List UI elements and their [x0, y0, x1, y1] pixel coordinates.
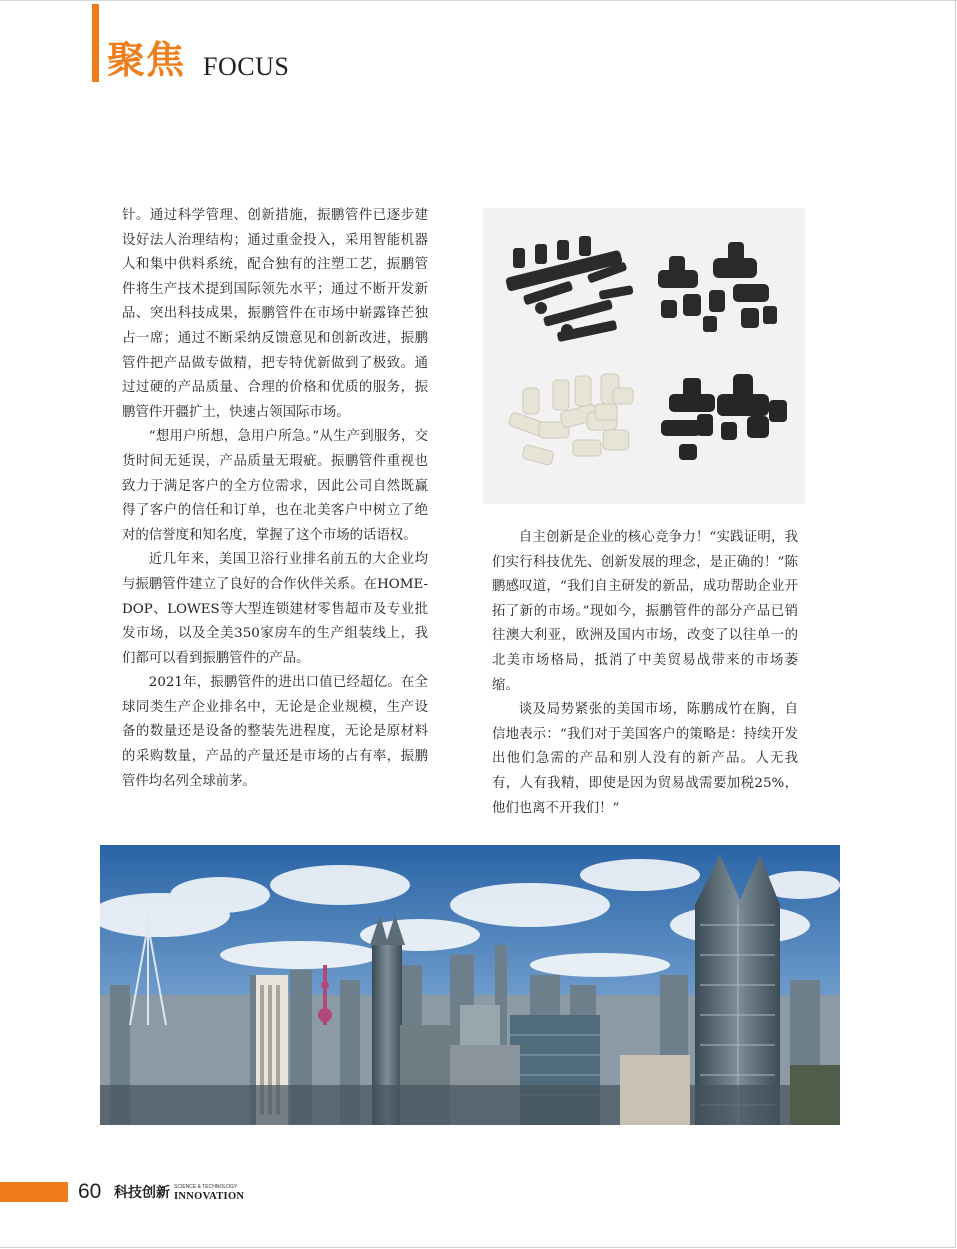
- section-title-en: FOCUS: [203, 52, 290, 81]
- magazine-tagline: SCIENCE & TECHNOLOGY: [174, 1184, 238, 1190]
- magazine-name-cn: 科技创新: [114, 1185, 170, 1201]
- article-left-column: [122, 204, 428, 794]
- paragraph: 近几年来，美国卫浴行业排名前五的大企业均与振鹏管件建立了良好的合作伙伴关系。在HOME-DOP、LOWES等大型连锁建材零售超市及专业批发市场，以及全美350家房车的生产组装线上，我们都可以看到振鹏管件的产品。: [122, 552, 428, 666]
- paragraph: 谈及局势紧张的美国市场，陈鹏成竹在胸，自信地表示：“我们对于美国客户的策略是：持续开发出他们急需的产品和别人没有的新产品。人无我有，人有我精，即使是因为贸易战需要加税25%，他们也离不开我们！”: [492, 702, 798, 816]
- magazine-name-en: INNOVATION: [174, 1191, 245, 1202]
- footer-accent-bar: [0, 1182, 68, 1202]
- top-rule: [0, 0, 957, 1]
- article-right-column: [492, 526, 798, 821]
- page-number: 60: [78, 1180, 102, 1203]
- paragraph: 2021年，振鹏管件的进出口值已经超亿。在全球同类生产企业排名中，无论是企业规模，生产设备的数量还是设备的整装先进程度，无论是原材料的采购数量，产品的产量还是市场的占有率，振鹏管件均名列全球前茅。: [122, 675, 428, 789]
- section-title-cn: 聚焦: [107, 38, 186, 82]
- pipe-fittings-photo: [483, 208, 805, 504]
- paragraph: 自主创新是企业的核心竞争力！“实践证明，我们实行科技优先、创新发展的理念，是正确的！”陈鹏感叹道，“我们自主研发的新品，成功帮助企业开拓了新的市场。”现如今，振鹏管件的部分产品已销往澳大利亚，欧洲及国内市场，改变了以往单一的北美市场格局，抵消了中美贸易战带来的市场萎缩。: [492, 530, 798, 693]
- section-accent-bar: [92, 4, 99, 82]
- paragraph: “想用户所想，急用户所急。”从生产到服务，交货时间无延误，产品质量无瑕疵。振鹏管件重视也致力于满足客户的全方位需求，因此公司自然既赢得了客户的信任和订单，也在北美客户中树立了绝对的信誉度和知名度，掌握了这个市场的话语权。: [122, 429, 428, 543]
- paragraph: 针。通过科学管理、创新措施，振鹏管件已逐步建设好法人治理结构；通过重金投入，采用智能机器人和集中供料系统，配合独有的注塑工艺，振鹏管件将生产技术提到国际领先水平；通过不断开发新品、突出科技成果，振鹏管件在市场中崭露锋芒独占一席；通过不断采纳反馈意见和创新改进，振鹏管件把产品做专做精，把专特优新做到了极致。通过过硬的产品质量、合理的价格和优质的服务，振鹏管件开疆扩土，快速占领国际市场。: [122, 208, 428, 420]
- city-skyline-photo: [100, 845, 840, 1125]
